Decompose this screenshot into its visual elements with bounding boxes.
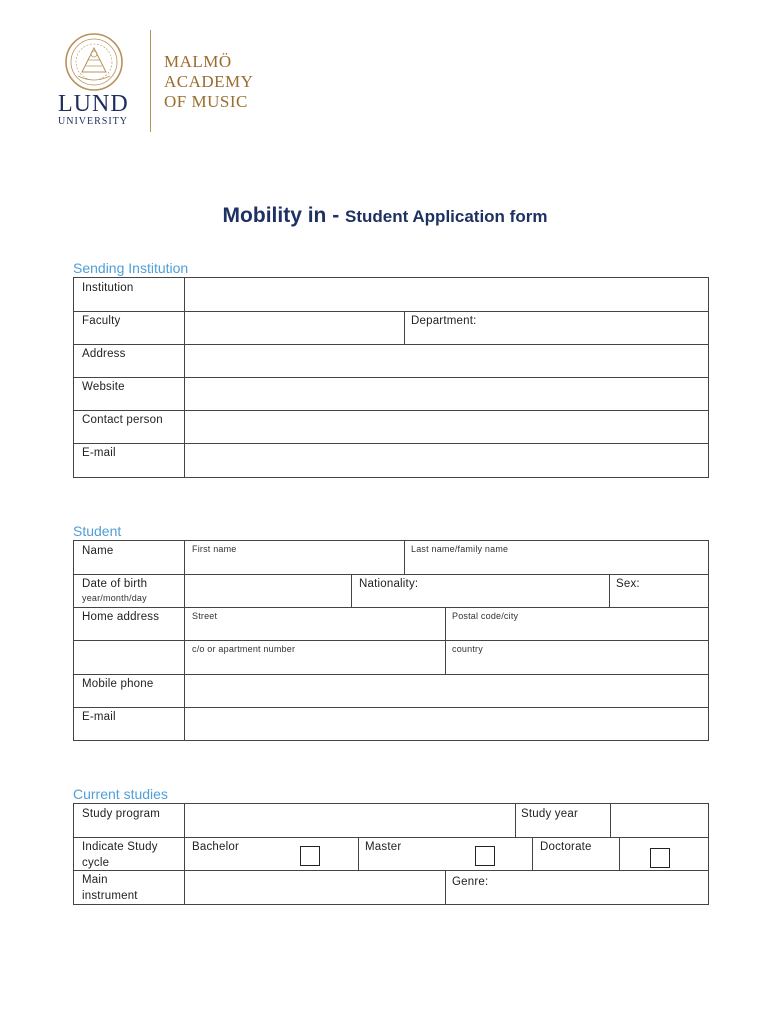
- bachelor-checkbox[interactable]: [300, 846, 320, 866]
- website-label: Website: [82, 381, 125, 393]
- contact-person-label: Contact person: [82, 414, 163, 426]
- master-label: Master: [365, 841, 402, 853]
- date-of-birth-label: Date of birth: [82, 578, 148, 590]
- main-instrument-field[interactable]: [185, 871, 445, 904]
- logo-divider: [150, 30, 151, 132]
- date-of-birth-format: year/month/day: [82, 593, 147, 603]
- current-studies-table: [73, 803, 709, 905]
- student-email-field[interactable]: [185, 708, 708, 740]
- last-name-field[interactable]: [405, 541, 708, 574]
- postal-code-label: Postal code/city: [452, 611, 519, 621]
- study-year-label: Study year: [521, 808, 578, 820]
- department-field[interactable]: [405, 312, 708, 344]
- name-label: Name: [82, 545, 114, 557]
- malmo-line-2: ACADEMY: [164, 72, 254, 91]
- student-table: [73, 540, 709, 741]
- title-part-1: Mobility in -: [222, 204, 346, 227]
- genre-label: Genre:: [452, 876, 489, 888]
- nationality-field[interactable]: [352, 575, 609, 607]
- doctorate-label: Doctorate: [540, 841, 592, 853]
- sending-email-field[interactable]: [185, 444, 708, 477]
- page-title: [0, 204, 770, 228]
- institution-field[interactable]: [185, 278, 708, 311]
- university-wordmark: UNIVERSITY: [58, 116, 128, 127]
- last-name-label: Last name/family name: [411, 544, 509, 554]
- current-studies-heading: Current studies: [73, 786, 168, 802]
- mobile-phone-label: Mobile phone: [82, 678, 154, 690]
- malmo-line-1: MALMÖ: [164, 52, 232, 71]
- study-program-field[interactable]: [185, 804, 515, 837]
- co-apartment-label: c/o or apartment number: [192, 644, 296, 654]
- country-field[interactable]: [446, 641, 708, 674]
- first-name-label: First name: [192, 544, 237, 554]
- country-label: country: [452, 644, 483, 654]
- malmo-line-3: OF MUSIC: [164, 92, 248, 111]
- main-instrument-label-line-2: instrument: [82, 890, 138, 902]
- date-of-birth-field[interactable]: [185, 575, 351, 607]
- website-field[interactable]: [185, 378, 708, 410]
- bachelor-label: Bachelor: [192, 841, 239, 853]
- sending-email-label: E-mail: [82, 447, 116, 459]
- study-year-field[interactable]: [611, 804, 708, 837]
- first-name-field[interactable]: [185, 541, 404, 574]
- sending-institution-table: [73, 277, 709, 478]
- street-label: Street: [192, 611, 218, 621]
- malmo-academy-wordmark: [164, 52, 253, 112]
- sending-institution-heading: Sending Institution: [73, 260, 189, 276]
- mobile-phone-field[interactable]: [185, 675, 708, 707]
- sex-label: Sex:: [616, 578, 640, 590]
- study-cycle-label-line-1: Indicate Study: [82, 841, 158, 853]
- study-cycle-label-line-2: cycle: [82, 857, 110, 869]
- sex-field[interactable]: [610, 575, 708, 607]
- faculty-field[interactable]: [185, 312, 404, 344]
- department-label: Department:: [411, 315, 477, 327]
- address-label: Address: [82, 348, 126, 360]
- nationality-label: Nationality:: [359, 578, 419, 590]
- title-part-2: Student Application form: [345, 207, 548, 226]
- contact-person-field[interactable]: [185, 411, 708, 443]
- doctorate-checkbox[interactable]: [650, 848, 670, 868]
- study-program-label: Study program: [82, 808, 161, 820]
- faculty-label: Faculty: [82, 315, 121, 327]
- main-instrument-label-line-1: Main: [82, 874, 108, 886]
- home-address-label: Home address: [82, 611, 160, 623]
- master-checkbox[interactable]: [475, 846, 495, 866]
- co-apartment-field[interactable]: [185, 641, 445, 674]
- address-field[interactable]: [185, 345, 708, 377]
- lund-wordmark: LUND: [58, 91, 129, 117]
- institution-label: Institution: [82, 282, 134, 294]
- genre-field[interactable]: [446, 871, 708, 904]
- postal-code-field[interactable]: [446, 608, 708, 640]
- student-email-label: E-mail: [82, 711, 116, 723]
- street-field[interactable]: [185, 608, 445, 640]
- student-heading: Student: [73, 523, 122, 539]
